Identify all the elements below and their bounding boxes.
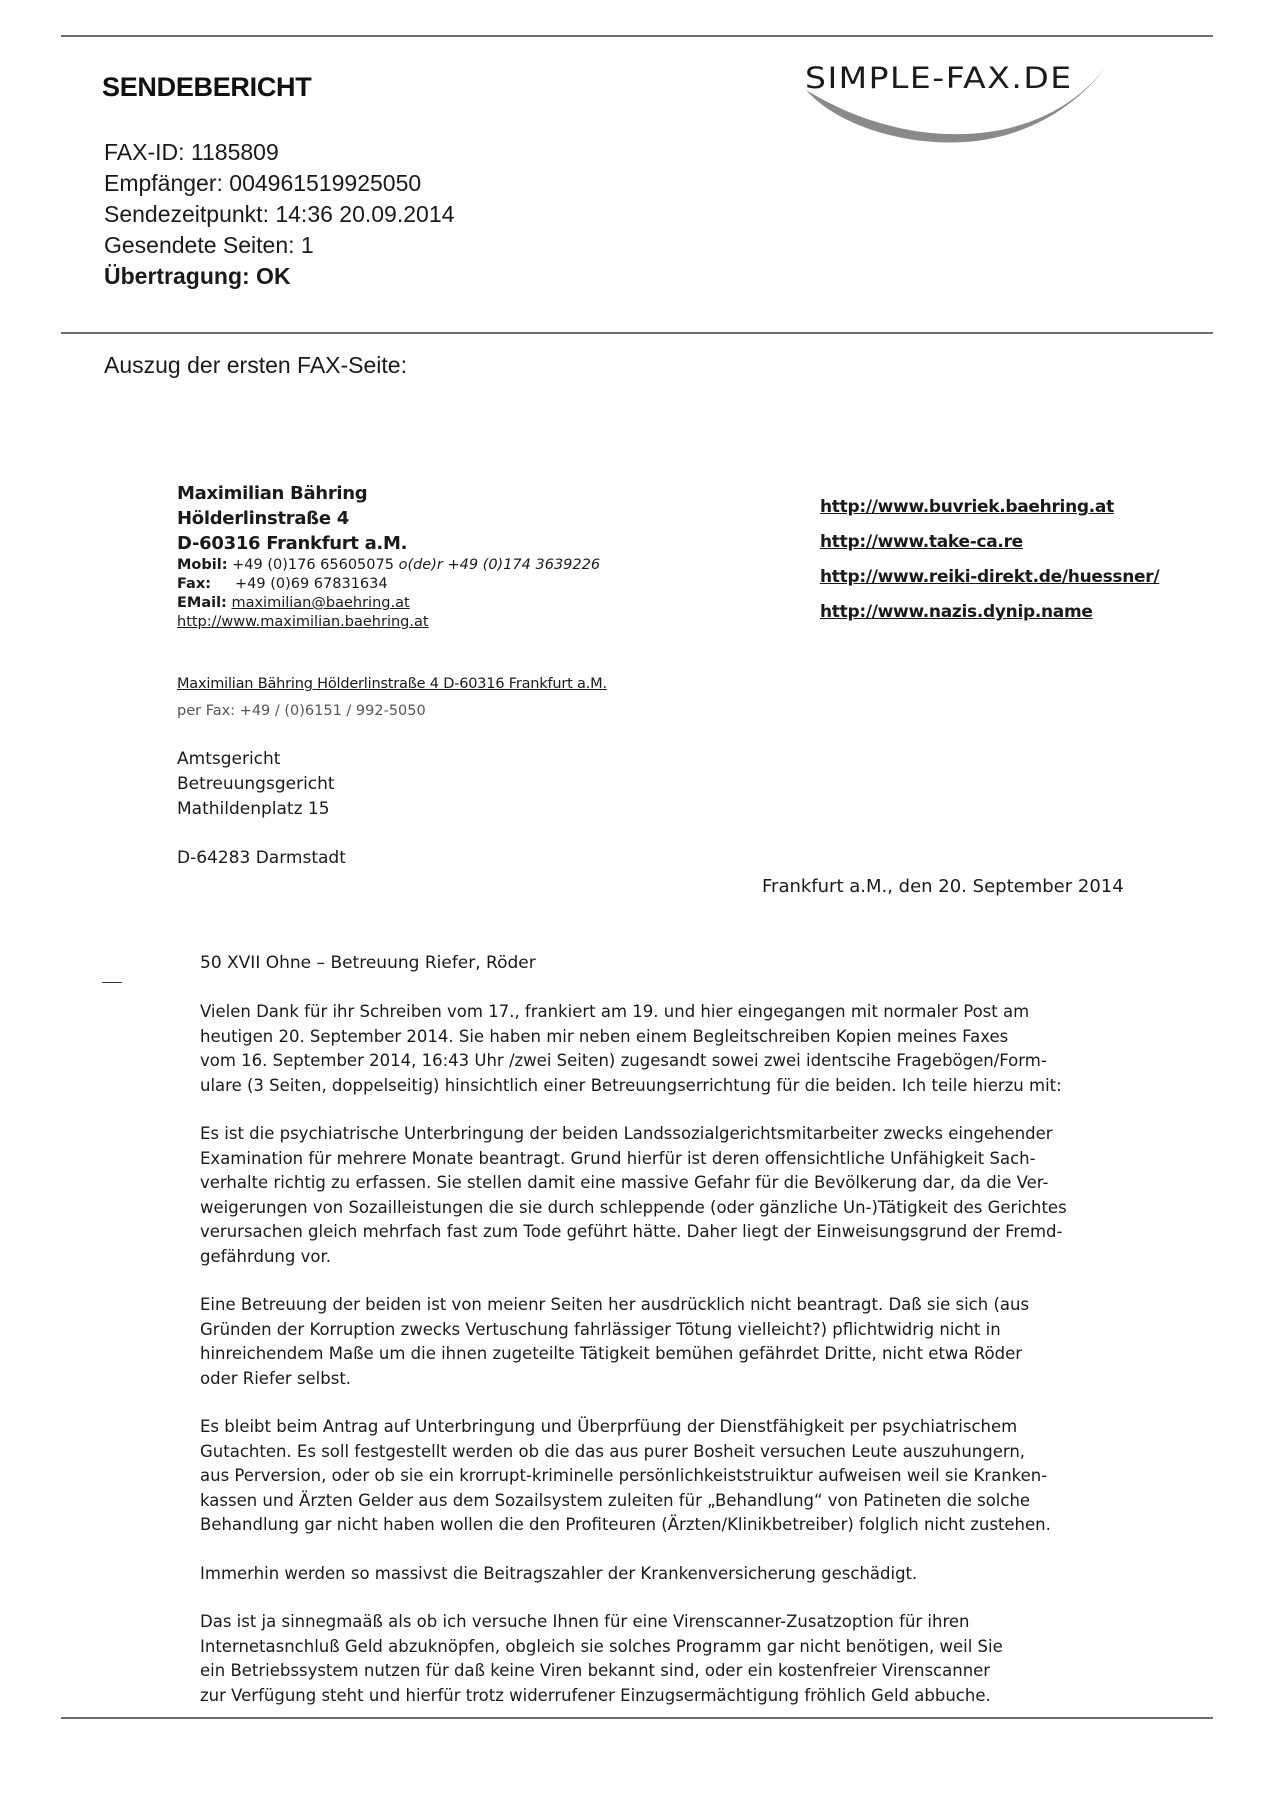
return-address: Maximilian Bähring Hölderlinstraße 4 D-60316 Frankfurt a.M. xyxy=(177,676,607,692)
mobile-alt: o(de)r +49 (0)174 3639226 xyxy=(398,557,601,573)
text-line: Eine Betreuung der beiden ist von meienr Seiten her ausdrücklich nicht beantragt. Daß sie sich (aus xyxy=(200,1295,1030,1314)
fax-id: FAX-ID: 1185809 xyxy=(104,139,279,165)
sender-fax xyxy=(177,575,600,594)
recipient-address xyxy=(177,747,346,871)
link-item[interactable]: http://www.buvriek.baehring.at xyxy=(820,497,1114,517)
top-divider xyxy=(61,35,1213,37)
excerpt-label: Auszug der ersten FAX-Seite: xyxy=(104,352,407,378)
text-line: Immerhin werden so massivst die Beitragszahler der Krankenversicherung geschädigt. xyxy=(200,1563,918,1583)
text-line: Gründen der Korruption zwecks Vertuschung fahrlässiger Tötung vielleicht?) pflichtwidrig nicht in xyxy=(200,1319,1001,1339)
paragraph xyxy=(200,1562,1140,1587)
paragraph xyxy=(200,1000,1140,1098)
sender-city: D-60316 Frankfurt a.M. xyxy=(177,533,408,554)
text-line: Das ist ja sinnegmaäß als ob ich versuche Ihnen für eine Virenscanner-Zusatzoption für ihren xyxy=(200,1612,970,1631)
recipient-city: D-64283 Darmstadt xyxy=(177,848,346,868)
recipient-line: Amtsgericht xyxy=(177,749,281,769)
pages-sent: Gesendete Seiten: 1 xyxy=(104,232,314,258)
sender-name: Maximilian Bähring xyxy=(177,483,368,504)
sender-block xyxy=(177,481,600,632)
text-line: Gutachten. Es soll festgestellt werden ob die das aus purer Bosheit versuchen Leute auszuhungern, xyxy=(200,1441,1026,1461)
link-item[interactable]: http://www.take-ca.re xyxy=(820,532,1023,552)
text-line: Vielen Dank für ihr Schreiben vom 17., frankiert am 19. und hier eingegangen mit normaler Post am xyxy=(200,1002,1030,1021)
text-line: gefährdung vor. xyxy=(200,1246,331,1266)
letter-subject: 50 XVII Ohne – Betreuung Riefer, Röder xyxy=(200,953,536,973)
text-line: Behandlung gar nicht haben wollen die den Profiteuren (Ärzten/Klinikbetreiber) folglich nicht zustehen. xyxy=(200,1515,1051,1534)
letter-date: Frankfurt a.M., den 20. September 2014 xyxy=(762,876,1124,897)
email-link[interactable]: maximilian@baehring.at xyxy=(231,595,410,611)
mobile-label: Mobil: xyxy=(177,557,228,573)
paragraph xyxy=(200,1122,1140,1269)
middle-divider xyxy=(61,332,1213,334)
fax-label: Fax: xyxy=(177,576,211,592)
paragraph xyxy=(200,1415,1140,1538)
logo-text: SIMPLE-FAX.DE xyxy=(805,60,1073,96)
fold-mark xyxy=(102,982,122,983)
text-line: oder Riefer selbst. xyxy=(200,1368,352,1388)
text-line: verhalte richtig zu erfassen. Sie stellen damit eine massive Gefahr für die Bevölkerung dar, da die Ver- xyxy=(200,1173,1049,1192)
text-line: zur Verfügung steht und hierfür trotz widerrufener Einzugsermächtigung fröhlich Geld abbuche. xyxy=(200,1685,991,1705)
text-line: ulare (3 Seiten, doppelseitig) hinsichtlich einer Betreuungserrichtung für die beiden. Ich teile hierzu mit: xyxy=(200,1075,1062,1095)
link-item[interactable]: http://www.nazis.dynip.name xyxy=(820,602,1093,622)
text-line: Examination für mehrere Monate beantragt. Grund hierfür ist deren offensichtliche Unfähigkeit Sach- xyxy=(200,1148,1036,1168)
recipient-number: Empfänger: 004961519925050 xyxy=(104,170,422,196)
sender-mobile xyxy=(177,556,600,575)
text-line: ein Betriebssystem nutzen für daß keine Viren bekannt sind, oder ein kostenfreier Virenscanner xyxy=(200,1661,991,1680)
recipient-line: Mathildenplatz 15 xyxy=(177,799,330,819)
sender-website-link[interactable]: http://www.maximilian.baehring.at xyxy=(177,614,429,630)
letter-body xyxy=(200,1000,1140,1732)
text-line: aus Perversion, oder ob sie ein krorrupt-kriminelle persönlichkeiststruiktur aufweisen weil sie Kranken- xyxy=(200,1466,1048,1485)
sender-email xyxy=(177,594,600,613)
email-label: EMail: xyxy=(177,595,227,611)
simple-fax-logo xyxy=(800,58,1200,153)
send-time: Sendezeitpunkt: 14:36 20.09.2014 xyxy=(104,201,455,227)
text-line: Es ist die psychiatrische Unterbringung der beiden Landssozialgerichtsmitarbeiter zwecks eingehender xyxy=(200,1124,1053,1143)
mobile-value: +49 (0)176 65605075 xyxy=(227,557,399,573)
link-item[interactable]: http://www.reiki-direkt.de/huessner/ xyxy=(820,567,1160,587)
paragraph xyxy=(200,1293,1140,1391)
text-line: Internetasnchluß Geld abzuknöpfen, obgleich sie solches Programm gar nicht benötigen, weil Sie xyxy=(200,1636,1003,1656)
report-metadata xyxy=(104,137,454,292)
per-fax-number: per Fax: +49 / (0)6151 / 992-5050 xyxy=(177,703,426,719)
text-line: hinreichendem Maße um die ihnen zugeteilte Tätigkeit bemühen gefährdet Dritte, nicht etwa Röder xyxy=(200,1344,1023,1363)
text-line: kassen und Ärzten Gelder aus dem Sozailsystem zuleiten für „Behandlung“ von Patineten die solche xyxy=(200,1490,1031,1510)
sender-street: Hölderlinstraße 4 xyxy=(177,508,349,529)
text-line: Es bleibt beim Antrag auf Unterbringung und Überprfüung der Dienstfähigkeit per psychiatrischem xyxy=(200,1417,1018,1436)
text-line: vom 16. September 2014, 16:43 Uhr /zwei Seiten) zugesandt sowei zwei identscihe Fragebögen/Form- xyxy=(200,1051,1047,1070)
transmission-status: Übertragung: OK xyxy=(104,263,291,289)
report-title: SENDEBERICHT xyxy=(102,72,312,102)
recipient-line: Betreuungsgericht xyxy=(177,774,335,794)
text-line: verursachen gleich mehrfach fast zum Tode geführt hätte. Daher liegt der Einweisungsgrund der Fremd- xyxy=(200,1222,1063,1241)
text-line: weigerungen von Sozailleistungen die sie durch schleppende (oder gänzliche Un-)Tätigkeit des Gerichtes xyxy=(200,1197,1067,1217)
paragraph xyxy=(200,1610,1140,1708)
fax-value: +49 (0)69 67831634 xyxy=(235,576,388,592)
link-list xyxy=(820,490,1159,630)
text-line: heutigen 20. September 2014. Sie haben mir neben einem Begleitschreiben Kopien meines Faxes xyxy=(200,1026,1009,1046)
